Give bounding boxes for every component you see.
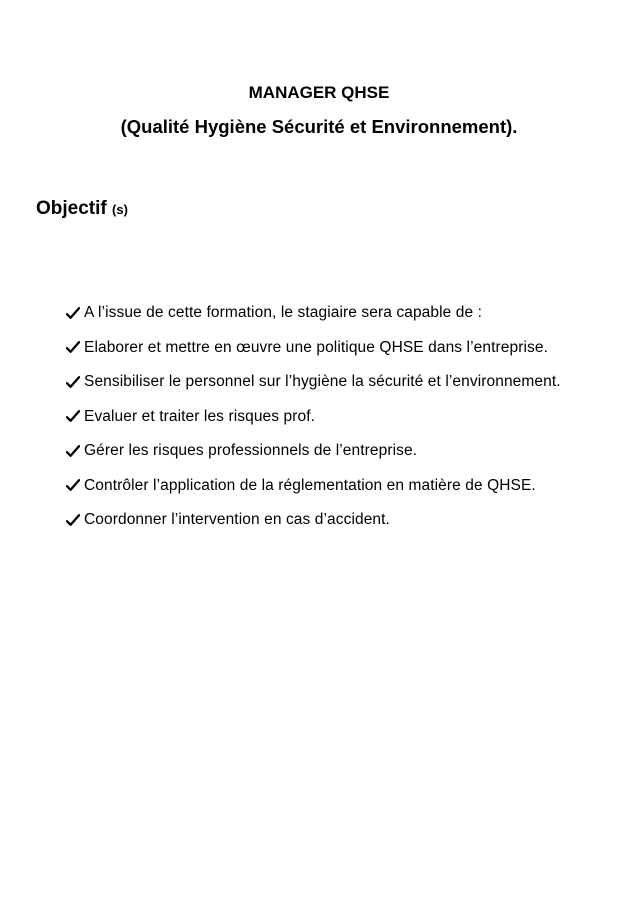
check-mark-icon: [66, 469, 82, 504]
check-mark-icon: [66, 365, 82, 400]
check-mark-icon: [66, 503, 82, 538]
list-item: [66, 434, 566, 469]
section-heading-suffix: (s): [112, 202, 128, 217]
title-block: [0, 81, 638, 141]
list-item-text: Coordonner l’intervention en cas d’accident.: [84, 511, 390, 528]
list-item: [66, 365, 566, 400]
list-item-text: Evaluer et traiter les risques prof.: [84, 407, 316, 425]
section-heading: [36, 196, 128, 223]
document-title: MANAGER QHSE: [248, 83, 390, 102]
list-item: [66, 331, 566, 366]
list-item: [66, 469, 566, 504]
check-mark-icon: [66, 331, 82, 366]
list-item-text: Sensibiliser le personnel sur l’hygiène la sécurité et l’environnement.: [84, 373, 561, 390]
check-mark-icon: [66, 434, 82, 469]
list-item: [66, 400, 566, 435]
check-mark-icon: [66, 400, 82, 435]
list-item: [66, 296, 566, 331]
document-subtitle: (Qualité Hygiène Sécurité et Environnement).: [120, 116, 518, 137]
list-item: [66, 503, 566, 538]
objectives-list: [66, 296, 566, 538]
list-item-text: A l’issue de cette formation, le stagiaire sera capable de :: [84, 304, 483, 321]
list-item-text: Elaborer et mettre en œuvre une politique QHSE dans l’entreprise.: [84, 338, 548, 356]
section-heading-text: Objectif: [36, 198, 107, 219]
list-item-text: Contrôler l’application de la réglementation en matière de QHSE.: [84, 476, 536, 494]
check-mark-icon: [66, 296, 82, 331]
list-item-text: Gérer les risques professionnels de l’entreprise.: [84, 442, 418, 459]
